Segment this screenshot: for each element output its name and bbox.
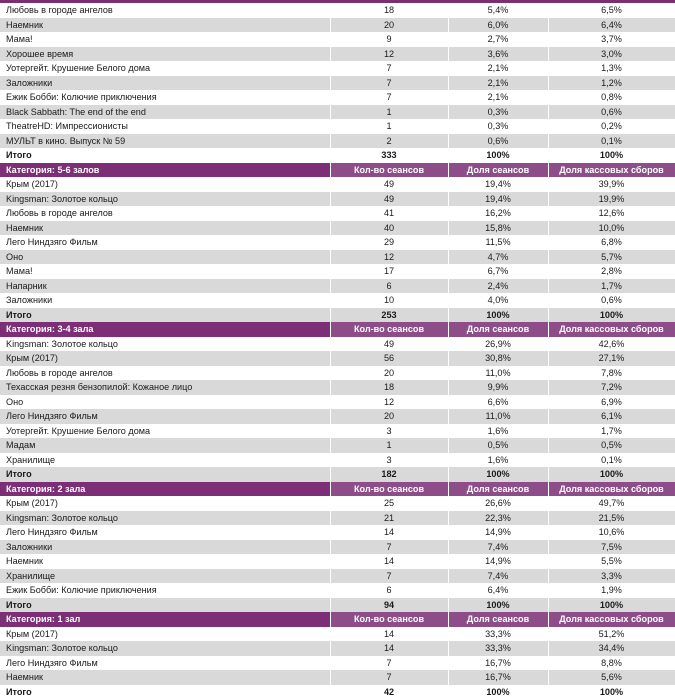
session-share: 100% xyxy=(448,685,548,699)
sessions-count: 7 xyxy=(330,540,448,555)
film-title: Уотергейт. Крушение Белого дома xyxy=(0,61,330,76)
box-office-share: 5,6% xyxy=(548,670,675,685)
box-office-share: 1,2% xyxy=(548,76,675,91)
session-share: 1,6% xyxy=(448,424,548,439)
table-row xyxy=(0,119,675,134)
column-header-session-share: Доля сеансов xyxy=(448,612,548,627)
box-office-share: 6,1% xyxy=(548,409,675,424)
column-header-sessions: Кол-во сеансов xyxy=(330,322,448,337)
box-office-share: 6,5% xyxy=(548,3,675,18)
box-office-share: 1,9% xyxy=(548,583,675,598)
film-title: Ежик Бобби: Колючие приключения xyxy=(0,90,330,105)
box-office-share: 27,1% xyxy=(548,351,675,366)
session-share: 15,8% xyxy=(448,221,548,236)
sessions-count: 3 xyxy=(330,453,448,468)
session-share: 100% xyxy=(448,598,548,613)
category-title: Категория: 5-6 залов xyxy=(0,163,330,178)
table-row xyxy=(0,47,675,62)
session-share: 2,4% xyxy=(448,279,548,294)
sessions-count: 12 xyxy=(330,47,448,62)
film-title: Заложники xyxy=(0,293,330,308)
table-row xyxy=(0,235,675,250)
box-office-share: 3,3% xyxy=(548,569,675,584)
total-row xyxy=(0,308,675,323)
table-row xyxy=(0,540,675,555)
film-title: Заложники xyxy=(0,76,330,91)
sessions-count: 7 xyxy=(330,90,448,105)
film-title: Крым (2017) xyxy=(0,351,330,366)
table-row xyxy=(0,409,675,424)
sessions-count: 2 xyxy=(330,134,448,149)
film-title: Оно xyxy=(0,395,330,410)
film-title: Крым (2017) xyxy=(0,177,330,192)
film-title: МУЛЬТ в кино. Выпуск № 59 xyxy=(0,134,330,149)
sessions-count: 18 xyxy=(330,380,448,395)
total-row xyxy=(0,598,675,613)
box-office-share: 6,9% xyxy=(548,395,675,410)
table-row xyxy=(0,18,675,33)
sessions-count: 14 xyxy=(330,554,448,569)
session-share: 7,4% xyxy=(448,540,548,555)
sessions-count: 94 xyxy=(330,598,448,613)
table-row xyxy=(0,554,675,569)
session-share: 5,4% xyxy=(448,3,548,18)
film-title: Наемник xyxy=(0,554,330,569)
film-title: Напарник xyxy=(0,279,330,294)
table-row xyxy=(0,583,675,598)
box-office-share: 39,9% xyxy=(548,177,675,192)
column-header-session-share: Доля сеансов xyxy=(448,482,548,497)
session-share: 30,8% xyxy=(448,351,548,366)
table-row xyxy=(0,264,675,279)
film-title: Хранилище xyxy=(0,453,330,468)
film-title: Мама! xyxy=(0,264,330,279)
sessions-count: 7 xyxy=(330,656,448,671)
sessions-count: 14 xyxy=(330,525,448,540)
sessions-count: 18 xyxy=(330,3,448,18)
table-row xyxy=(0,641,675,656)
session-share: 100% xyxy=(448,308,548,323)
session-share: 26,6% xyxy=(448,496,548,511)
box-office-share: 42,6% xyxy=(548,337,675,352)
sessions-count: 20 xyxy=(330,409,448,424)
total-label: Итого xyxy=(0,598,330,613)
box-office-share: 6,8% xyxy=(548,235,675,250)
sessions-count: 9 xyxy=(330,32,448,47)
table-row xyxy=(0,438,675,453)
sessions-count: 29 xyxy=(330,235,448,250)
sessions-count: 25 xyxy=(330,496,448,511)
sessions-count: 56 xyxy=(330,351,448,366)
session-share: 100% xyxy=(448,148,548,163)
film-title: Мама! xyxy=(0,32,330,47)
column-header-session-share: Доля сеансов xyxy=(448,163,548,178)
session-share: 6,6% xyxy=(448,395,548,410)
session-share: 33,3% xyxy=(448,627,548,642)
film-title: Любовь в городе ангелов xyxy=(0,206,330,221)
table-row xyxy=(0,279,675,294)
box-office-share: 19,9% xyxy=(548,192,675,207)
sessions-count: 42 xyxy=(330,685,448,699)
box-office-share: 10,6% xyxy=(548,525,675,540)
session-share: 6,7% xyxy=(448,264,548,279)
sessions-count: 333 xyxy=(330,148,448,163)
session-share: 0,3% xyxy=(448,105,548,120)
box-office-share: 0,5% xyxy=(548,438,675,453)
sessions-count: 12 xyxy=(330,250,448,265)
category-title: Категория: 3-4 зала xyxy=(0,322,330,337)
sessions-count: 49 xyxy=(330,177,448,192)
sessions-count: 1 xyxy=(330,119,448,134)
film-title: Хорошее время xyxy=(0,47,330,62)
session-share: 0,6% xyxy=(448,134,548,149)
box-office-share: 7,5% xyxy=(548,540,675,555)
box-office-share: 3,7% xyxy=(548,32,675,47)
table-row xyxy=(0,177,675,192)
session-share: 0,3% xyxy=(448,119,548,134)
session-share: 2,7% xyxy=(448,32,548,47)
session-share: 19,4% xyxy=(448,177,548,192)
film-title: Лего Ниндзяго Фильм xyxy=(0,656,330,671)
table-row xyxy=(0,496,675,511)
sessions-count: 6 xyxy=(330,279,448,294)
box-office-share: 0,2% xyxy=(548,119,675,134)
box-office-share: 100% xyxy=(548,148,675,163)
sessions-count: 7 xyxy=(330,670,448,685)
box-office-share: 5,7% xyxy=(548,250,675,265)
table-row xyxy=(0,90,675,105)
table-row xyxy=(0,627,675,642)
box-office-share: 100% xyxy=(548,467,675,482)
sessions-count: 6 xyxy=(330,583,448,598)
column-header-box-office-share: Доля кассовых сборов xyxy=(548,612,675,627)
table-row xyxy=(0,76,675,91)
category-title: Категория: 1 зал xyxy=(0,612,330,627)
session-share: 4,7% xyxy=(448,250,548,265)
session-share: 11,0% xyxy=(448,409,548,424)
sessions-count: 7 xyxy=(330,61,448,76)
sessions-count: 14 xyxy=(330,641,448,656)
table-row xyxy=(0,656,675,671)
session-share: 33,3% xyxy=(448,641,548,656)
sessions-count: 1 xyxy=(330,105,448,120)
table-row xyxy=(0,395,675,410)
film-title: Лего Ниндзяго Фильм xyxy=(0,409,330,424)
column-header-box-office-share: Доля кассовых сборов xyxy=(548,482,675,497)
session-share: 2,1% xyxy=(448,90,548,105)
film-title: Наемник xyxy=(0,221,330,236)
film-title: Хранилище xyxy=(0,569,330,584)
table-row xyxy=(0,250,675,265)
session-share: 6,0% xyxy=(448,18,548,33)
film-title: Наемник xyxy=(0,670,330,685)
table-row xyxy=(0,351,675,366)
session-share: 16,7% xyxy=(448,656,548,671)
sessions-count: 49 xyxy=(330,337,448,352)
sessions-count: 7 xyxy=(330,569,448,584)
table-row xyxy=(0,3,675,18)
film-title: Kingsman: Золотое кольцо xyxy=(0,337,330,352)
sessions-count: 3 xyxy=(330,424,448,439)
table-row xyxy=(0,293,675,308)
session-share: 2,1% xyxy=(448,76,548,91)
sessions-count: 182 xyxy=(330,467,448,482)
session-share: 9,9% xyxy=(448,380,548,395)
column-header-sessions: Кол-во сеансов xyxy=(330,482,448,497)
sessions-count: 1 xyxy=(330,438,448,453)
column-header-sessions: Кол-во сеансов xyxy=(330,163,448,178)
sessions-count: 20 xyxy=(330,366,448,381)
box-office-share: 3,0% xyxy=(548,47,675,62)
box-office-share: 6,4% xyxy=(548,18,675,33)
total-label: Итого xyxy=(0,148,330,163)
category-title: Категория: 2 зала xyxy=(0,482,330,497)
table-row xyxy=(0,32,675,47)
box-office-share: 1,3% xyxy=(548,61,675,76)
film-title: Оно xyxy=(0,250,330,265)
film-title: Заложники xyxy=(0,540,330,555)
table-row xyxy=(0,61,675,76)
category-header-row xyxy=(0,163,675,178)
table-row xyxy=(0,206,675,221)
session-share: 16,7% xyxy=(448,670,548,685)
session-share: 0,5% xyxy=(448,438,548,453)
session-share: 11,5% xyxy=(448,235,548,250)
film-title: Kingsman: Золотое кольцо xyxy=(0,511,330,526)
box-office-share: 0,1% xyxy=(548,453,675,468)
box-office-share: 5,5% xyxy=(548,554,675,569)
film-title: Техасская резня бензопилой: Кожаное лицо xyxy=(0,380,330,395)
sessions-count: 14 xyxy=(330,627,448,642)
total-label: Итого xyxy=(0,467,330,482)
film-title: Наемник xyxy=(0,18,330,33)
category-header-row xyxy=(0,482,675,497)
box-office-share: 0,6% xyxy=(548,293,675,308)
session-share: 4,0% xyxy=(448,293,548,308)
table-row xyxy=(0,192,675,207)
session-share: 7,4% xyxy=(448,569,548,584)
box-office-share: 7,2% xyxy=(548,380,675,395)
session-share: 2,1% xyxy=(448,61,548,76)
table-row xyxy=(0,380,675,395)
film-title: Любовь в городе ангелов xyxy=(0,3,330,18)
film-title: Лего Ниндзяго Фильм xyxy=(0,235,330,250)
table-row xyxy=(0,424,675,439)
total-row xyxy=(0,467,675,482)
box-office-share: 49,7% xyxy=(548,496,675,511)
sessions-count: 49 xyxy=(330,192,448,207)
category-header-row xyxy=(0,322,675,337)
box-office-share: 100% xyxy=(548,308,675,323)
table-row xyxy=(0,670,675,685)
sessions-count: 21 xyxy=(330,511,448,526)
column-header-sessions: Кол-во сеансов xyxy=(330,612,448,627)
sessions-count: 10 xyxy=(330,293,448,308)
session-share: 6,4% xyxy=(448,583,548,598)
column-header-session-share: Доля сеансов xyxy=(448,322,548,337)
session-share: 22,3% xyxy=(448,511,548,526)
film-title: Лего Ниндзяго Фильм xyxy=(0,525,330,540)
table-row xyxy=(0,221,675,236)
box-office-share: 1,7% xyxy=(548,424,675,439)
box-office-share: 51,2% xyxy=(548,627,675,642)
box-office-share: 21,5% xyxy=(548,511,675,526)
total-row xyxy=(0,685,675,699)
table-row xyxy=(0,511,675,526)
table-row xyxy=(0,337,675,352)
sessions-count: 7 xyxy=(330,76,448,91)
box-office-share: 12,6% xyxy=(548,206,675,221)
total-label: Итого xyxy=(0,685,330,699)
column-header-box-office-share: Доля кассовых сборов xyxy=(548,322,675,337)
film-title: Мадам xyxy=(0,438,330,453)
sessions-count: 12 xyxy=(330,395,448,410)
box-office-share: 1,7% xyxy=(548,279,675,294)
film-title: TheatreHD: Импрессионисты xyxy=(0,119,330,134)
session-share: 14,9% xyxy=(448,525,548,540)
box-office-share: 0,6% xyxy=(548,105,675,120)
box-office-share: 100% xyxy=(548,598,675,613)
session-share: 3,6% xyxy=(448,47,548,62)
film-title: Крым (2017) xyxy=(0,496,330,511)
sessions-count: 17 xyxy=(330,264,448,279)
total-label: Итого xyxy=(0,308,330,323)
film-title: Kingsman: Золотое кольцо xyxy=(0,192,330,207)
box-office-share: 100% xyxy=(548,685,675,699)
session-share: 19,4% xyxy=(448,192,548,207)
box-office-share: 0,1% xyxy=(548,134,675,149)
sessions-count: 20 xyxy=(330,18,448,33)
box-office-share: 7,8% xyxy=(548,366,675,381)
column-header-box-office-share: Доля кассовых сборов xyxy=(548,163,675,178)
table-row xyxy=(0,453,675,468)
session-share: 14,9% xyxy=(448,554,548,569)
table-row xyxy=(0,569,675,584)
session-share: 100% xyxy=(448,467,548,482)
sessions-count: 253 xyxy=(330,308,448,323)
table-row xyxy=(0,366,675,381)
sessions-count: 40 xyxy=(330,221,448,236)
session-share: 16,2% xyxy=(448,206,548,221)
sessions-count: 41 xyxy=(330,206,448,221)
film-title: Ежик Бобби: Колючие приключения xyxy=(0,583,330,598)
film-title: Любовь в городе ангелов xyxy=(0,366,330,381)
film-title: Kingsman: Золотое кольцо xyxy=(0,641,330,656)
session-share: 11,0% xyxy=(448,366,548,381)
category-header-row xyxy=(0,612,675,627)
session-share: 26,9% xyxy=(448,337,548,352)
box-office-share: 8,8% xyxy=(548,656,675,671)
table-row xyxy=(0,134,675,149)
table-body xyxy=(0,3,675,699)
session-share: 1,6% xyxy=(448,453,548,468)
cinema-sessions-table xyxy=(0,3,675,699)
table-row xyxy=(0,525,675,540)
film-title: Уотергейт. Крушение Белого дома xyxy=(0,424,330,439)
film-title: Крым (2017) xyxy=(0,627,330,642)
box-office-share: 10,0% xyxy=(548,221,675,236)
total-row xyxy=(0,148,675,163)
box-office-share: 34,4% xyxy=(548,641,675,656)
box-office-share: 2,8% xyxy=(548,264,675,279)
table-row xyxy=(0,105,675,120)
box-office-share: 0,8% xyxy=(548,90,675,105)
film-title: Black Sabbath: The end of the end xyxy=(0,105,330,120)
